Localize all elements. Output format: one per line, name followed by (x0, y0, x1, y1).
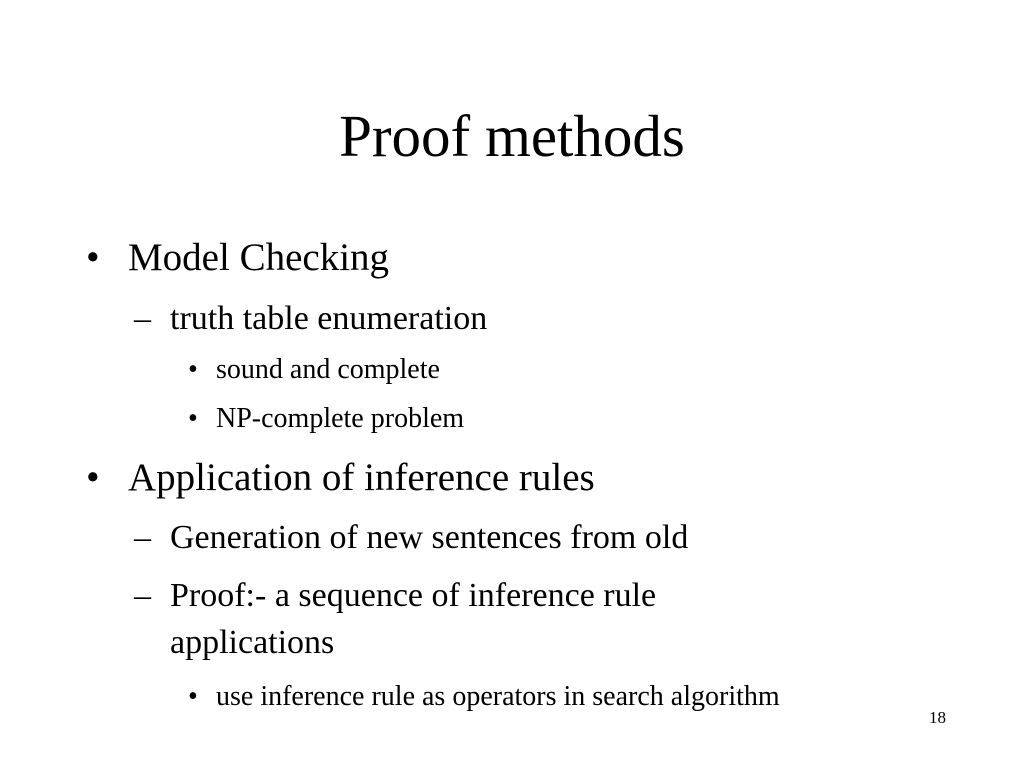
dash-marker: – (134, 519, 151, 556)
bullet-marker: • (188, 354, 198, 385)
subbullet-proof: Proof:- a sequence of inference rule (170, 577, 657, 614)
bullet-marker: • (86, 236, 100, 279)
bullet-marker: • (188, 681, 198, 712)
bullet-model-checking: Model Checking (128, 236, 390, 279)
slide-number: 18 (929, 708, 946, 727)
subsubbullet-np-complete: NP-complete problem (216, 403, 465, 434)
subsubbullet-search-algorithm: use inference rule as operators in search algorithm (216, 681, 780, 712)
bullet-marker: • (188, 403, 198, 434)
subbullet-generation: Generation of new sentences from old (170, 519, 689, 556)
subbullet-proof-continued: applications (170, 624, 335, 661)
slide-title: Proof methods (339, 103, 685, 169)
dash-marker: – (134, 577, 151, 614)
bullet-marker: • (86, 456, 100, 499)
bullet-inference-rules: Application of inference rules (128, 456, 595, 499)
subsubbullet-sound-complete: sound and complete (216, 354, 440, 385)
dash-marker: – (134, 300, 151, 337)
subbullet-truth-table: truth table enumeration (170, 300, 488, 337)
